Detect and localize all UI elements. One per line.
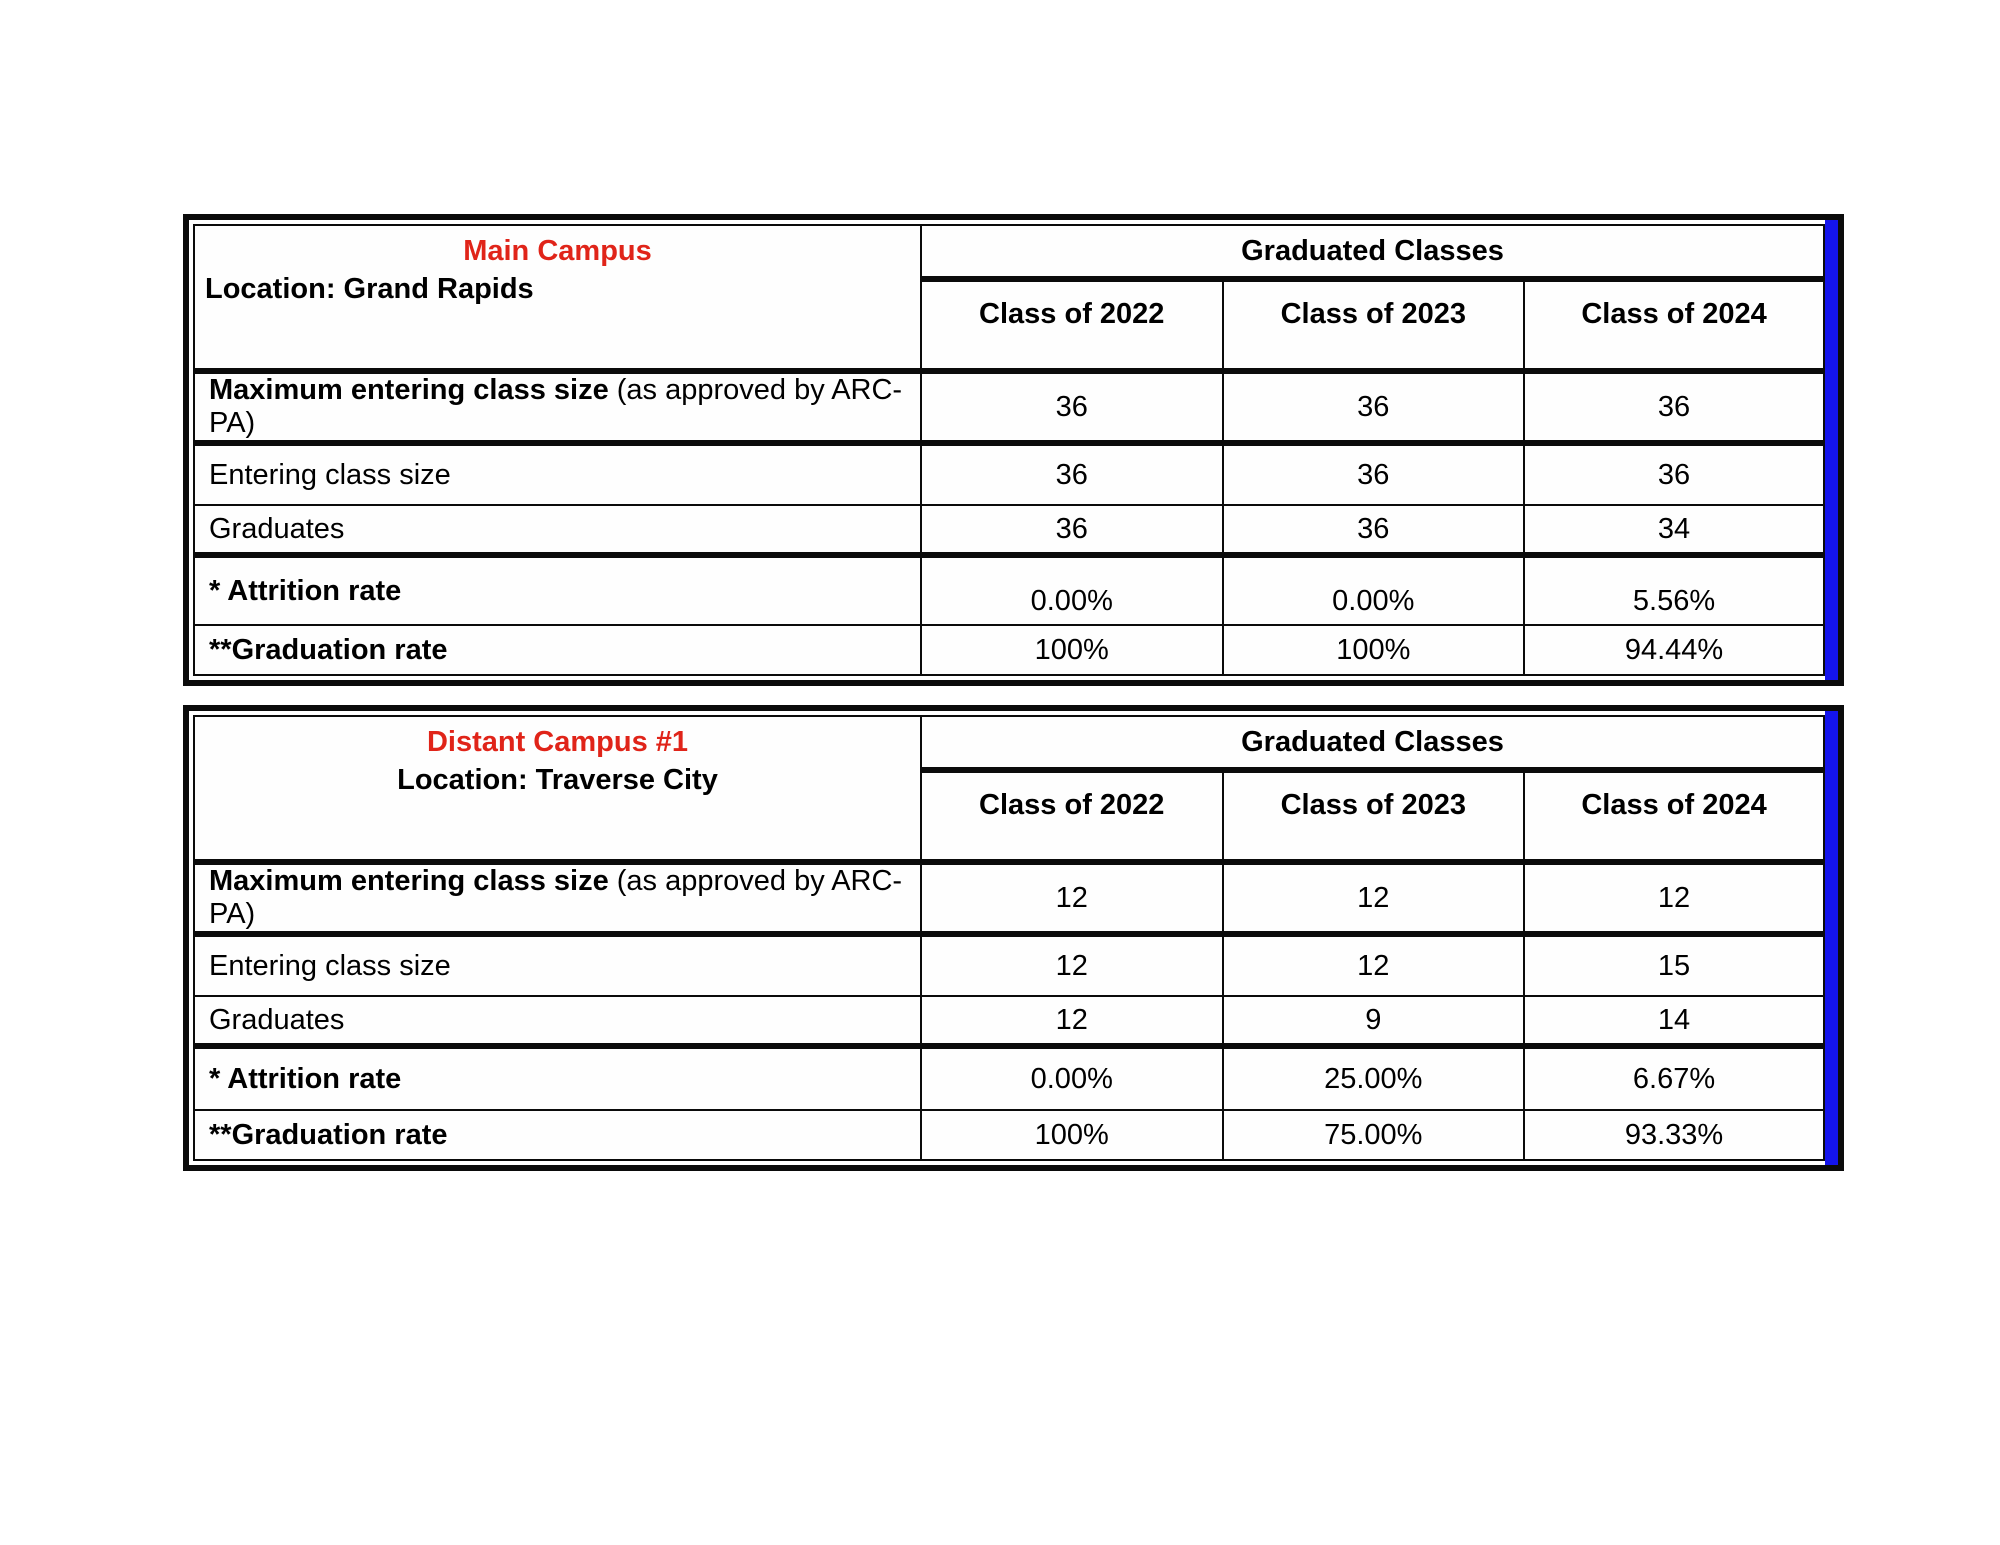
row-label-cell: [194, 934, 921, 996]
campus-title: Main Campus: [463, 235, 652, 267]
graduated-classes-header: Graduated Classes: [921, 225, 1824, 279]
row-value-cell: 75.00%: [1223, 1110, 1525, 1160]
row-value-cell: 94.44%: [1524, 625, 1824, 675]
row-value-cell: 36: [921, 371, 1223, 443]
class-column-header: Class of 2024: [1524, 279, 1824, 371]
class-column-header: Class of 2024: [1524, 770, 1824, 862]
row-value-cell: 12: [921, 996, 1223, 1046]
row-value-cell: 100%: [1223, 625, 1525, 675]
row-value-cell: 14: [1524, 996, 1824, 1046]
campus-location: Location: Grand Rapids: [205, 272, 534, 305]
row-value-cell: 36: [921, 505, 1223, 555]
row-label-cell: [194, 555, 921, 625]
row-value-cell: 15: [1524, 934, 1824, 996]
row-value-cell: 12: [1524, 862, 1824, 934]
row-value-cell: 25.00%: [1223, 1046, 1525, 1110]
campus-table-2: [183, 705, 1844, 1171]
row-label: Entering class size: [209, 949, 451, 982]
row-label: **Graduation rate: [209, 1118, 448, 1151]
row-value-cell: 36: [1223, 505, 1525, 555]
row-label-suffix: (as approved by ARC-PA): [209, 374, 903, 439]
row-label-cell: [194, 505, 921, 555]
row-label: Maximum entering class size: [209, 374, 609, 406]
row-value-cell: 36: [1223, 443, 1525, 505]
row-label: Graduates: [209, 512, 345, 545]
right-edge-blue-bar: [1825, 220, 1838, 680]
row-value-cell: 12: [921, 934, 1223, 996]
row-value-cell: 36: [1524, 371, 1824, 443]
campus-header-cell: [194, 716, 921, 862]
class-column-header: Class of 2023: [1223, 770, 1525, 862]
row-label-suffix: (as approved by ARC-PA): [209, 865, 903, 930]
row-label: * Attrition rate: [209, 1062, 402, 1095]
row-value-cell: 36: [921, 443, 1223, 505]
row-label-cell: [194, 1110, 921, 1160]
campus-title: Distant Campus #1: [426, 726, 689, 758]
row-label: Entering class size: [209, 458, 451, 491]
row-label-cell: [194, 1046, 921, 1110]
row-value-cell: 5.56%: [1524, 555, 1824, 625]
campus-table-1: [183, 214, 1844, 686]
right-edge-blue-bar: [1825, 711, 1838, 1165]
row-value-cell: 9: [1223, 996, 1525, 1046]
row-value-cell: 36: [1524, 443, 1824, 505]
campus-location: Location: Traverse City: [397, 763, 718, 796]
class-column-header: Class of 2022: [921, 770, 1223, 862]
row-label-cell: [194, 996, 921, 1046]
row-value-cell: 12: [921, 862, 1223, 934]
class-column-header: Class of 2023: [1223, 279, 1525, 371]
row-value-cell: 0.00%: [921, 1046, 1223, 1110]
row-value-cell: 12: [1223, 862, 1525, 934]
row-label-cell: [194, 443, 921, 505]
row-value-cell: 100%: [921, 625, 1223, 675]
row-label: Maximum entering class size: [209, 865, 609, 897]
row-value-cell: 0.00%: [1223, 555, 1525, 625]
row-label: **Graduation rate: [209, 633, 448, 666]
row-label-cell: [194, 371, 921, 443]
attrition-graduation-table: [193, 715, 1825, 1161]
row-label: * Attrition rate: [209, 574, 402, 607]
campus-header-cell: [194, 225, 921, 371]
graduated-classes-header: Graduated Classes: [921, 716, 1824, 770]
row-value-cell: 36: [1223, 371, 1525, 443]
row-value-cell: 0.00%: [921, 555, 1223, 625]
row-value-cell: 6.67%: [1524, 1046, 1824, 1110]
row-label: Graduates: [209, 1003, 345, 1036]
row-value-cell: 93.33%: [1524, 1110, 1824, 1160]
row-value-cell: 34: [1524, 505, 1824, 555]
row-value-cell: 100%: [921, 1110, 1223, 1160]
row-label-cell: [194, 625, 921, 675]
row-label-cell: [194, 862, 921, 934]
class-column-header: Class of 2022: [921, 279, 1223, 371]
attrition-graduation-table: [193, 224, 1825, 676]
row-value-cell: 12: [1223, 934, 1525, 996]
